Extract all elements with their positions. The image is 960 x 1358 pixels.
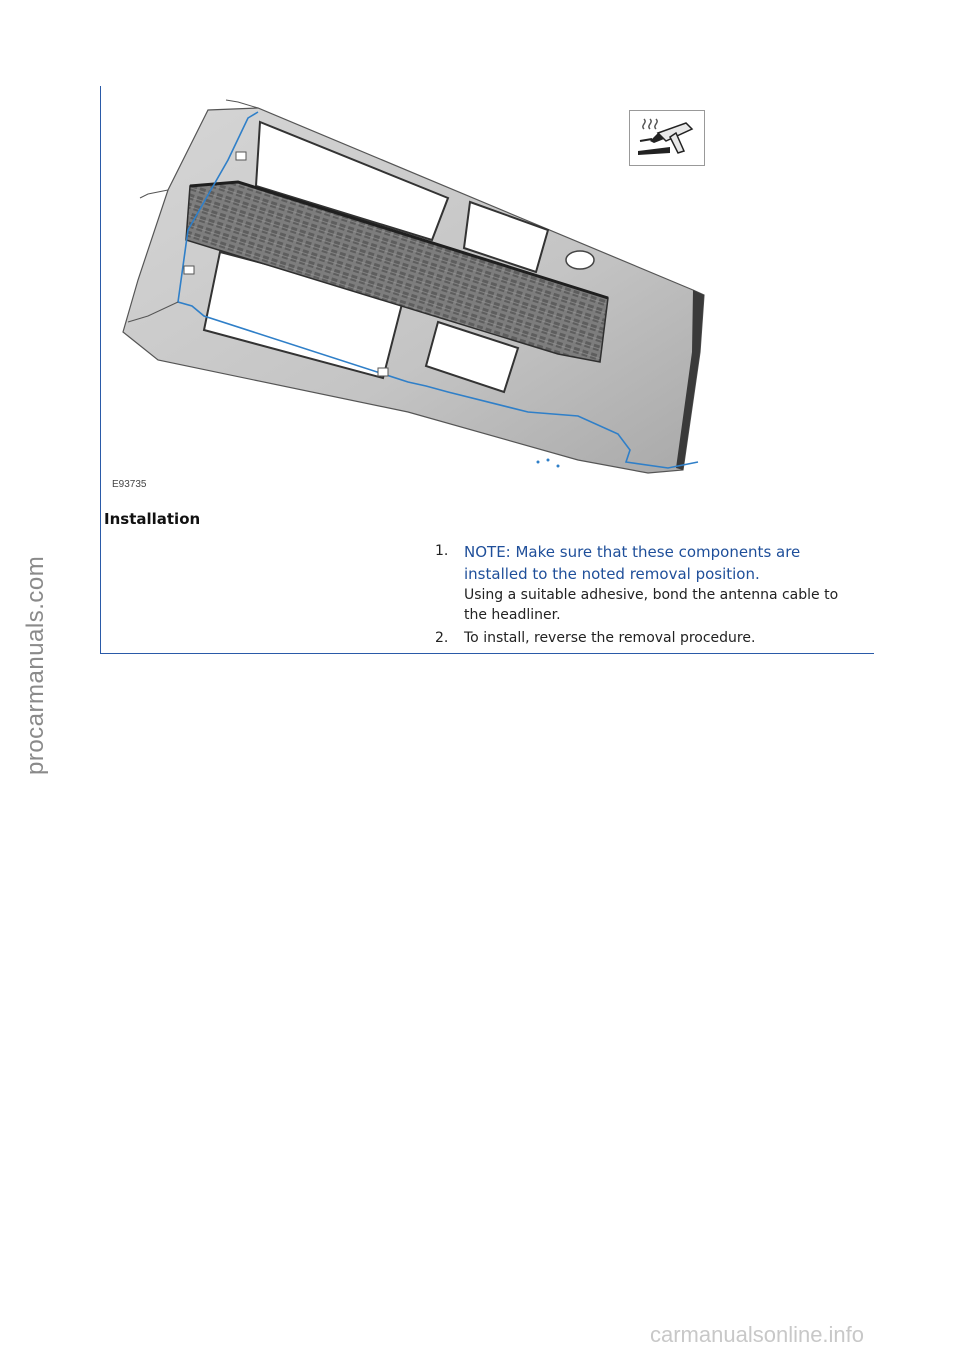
- glue-gun-icon: [629, 110, 705, 166]
- step-text-line: Using a suitable adhesive, bond the antenna cable to: [464, 587, 839, 603]
- step-note-line: installed to the noted removal position.: [464, 565, 760, 583]
- step-number: 1.: [435, 543, 449, 559]
- step-2: [435, 628, 875, 648]
- step-number: 2.: [435, 630, 449, 646]
- section-title: Installation: [104, 510, 201, 528]
- step-1: [435, 541, 875, 625]
- headliner-illustration: [108, 90, 708, 495]
- step-text-line: the headliner.: [464, 607, 561, 623]
- figure-label: E93735: [112, 479, 147, 490]
- side-watermark: procarmanuals.com: [22, 555, 49, 775]
- bottom-watermark: carmanualsonline.info: [650, 1322, 865, 1347]
- step-text-line: To install, reverse the removal procedure.: [464, 630, 756, 646]
- step-note-line: NOTE: Make sure that these components are: [464, 543, 801, 561]
